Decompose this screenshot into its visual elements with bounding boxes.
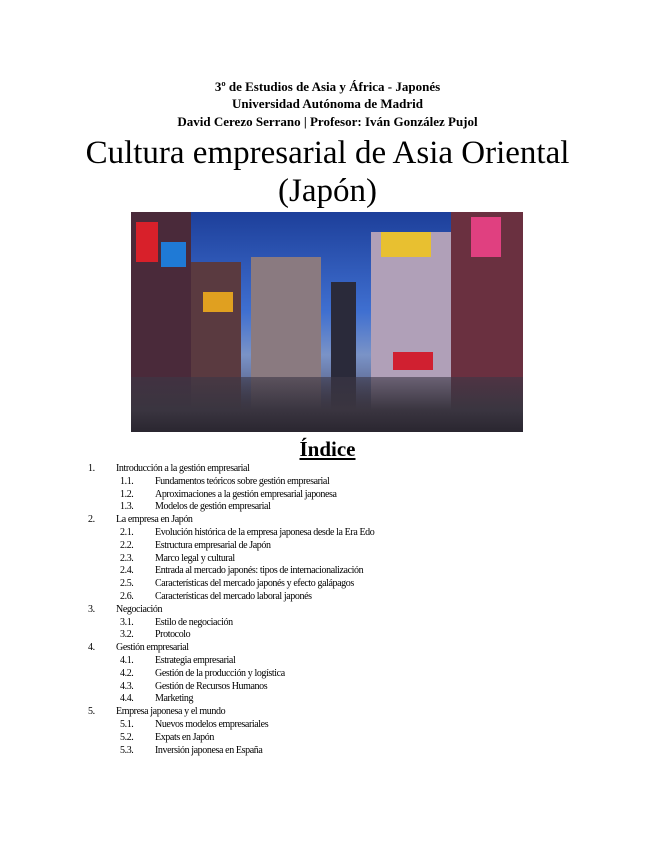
toc-subitem: Gestión de Recursos Humanos (155, 680, 268, 692)
toc-subitem: Nuevos modelos empresariales (155, 719, 269, 730)
toc-subitem: Marketing (155, 693, 194, 705)
toc-number: 3. (88, 603, 95, 615)
toc-subnumber: 4.2. (120, 667, 134, 679)
toc-subitem: Inversión japonesa en España (155, 744, 263, 756)
toc-subnumber: 1.2. (120, 488, 134, 500)
toc-subitem: Fundamentos teóricos sobre gestión empresarial (155, 475, 330, 487)
toc-subitem: Aproximaciones a la gestión empresarial japonesa (155, 488, 337, 500)
toc-subitem: Estructura empresarial de Japón (155, 539, 271, 551)
document-title: Cultura empresarial de Asia Oriental (85, 135, 570, 171)
toc-subitem: Gestión de la producción y logística (155, 667, 285, 679)
toc-subnumber: 2.6. (120, 591, 134, 602)
toc-subnumber: 5.2. (120, 731, 134, 743)
toc-subitem: Modelos de gestión empresarial (155, 501, 271, 513)
toc-subitem: Estrategia empresarial (155, 655, 236, 666)
toc-item: Negociación (116, 603, 163, 615)
toc-subitem: Características del mercado japonés y efecto galápagos (155, 578, 354, 590)
toc-item: Introducción a la gestión empresarial (116, 463, 250, 474)
toc-subnumber: 2.4. (120, 565, 134, 577)
toc-subitem: Entrada al mercado japonés: tipos de internacionalización (155, 565, 364, 577)
toc-subnumber: 1.3. (120, 501, 134, 513)
toc-subnumber: 5.1. (120, 719, 134, 730)
toc-subnumber: 2.3. (120, 552, 134, 564)
toc-subnumber: 2.5. (120, 578, 134, 590)
toc-subnumber: 4.1. (120, 655, 134, 666)
toc-number: 1. (88, 463, 95, 474)
course-line: 3º de Estudios de Asia y África - Japonés (214, 79, 441, 94)
toc-subnumber: 1.1. (120, 475, 134, 487)
document-subtitle: (Japón) (278, 173, 377, 209)
toc-subitem: Protocolo (155, 629, 191, 641)
toc-subitem: Estilo de negociación (155, 616, 233, 628)
toc-subnumber: 2.1. (120, 527, 134, 538)
toc-subnumber: 2.2. (120, 539, 134, 551)
tokyo-street-photo (131, 212, 523, 432)
toc-subnumber: 5.3. (120, 744, 134, 756)
toc-item: Empresa japonesa y el mundo (116, 706, 226, 718)
university-line: Universidad Autónoma de Madrid (231, 96, 424, 111)
toc-number: 2. (88, 514, 95, 526)
toc-subitem: Expats en Japón (155, 731, 214, 743)
toc-item: Gestión empresarial (116, 642, 189, 654)
toc-subnumber: 3.2. (120, 629, 134, 641)
toc-subnumber: 4.4. (120, 693, 134, 705)
toc-subitem: Características del mercado laboral japonés (155, 591, 312, 602)
toc-number: 4. (88, 642, 95, 654)
toc-subitem: Evolución histórica de la empresa japonesa desde la Era Edo (155, 527, 375, 538)
toc-item: La empresa en Japón (116, 514, 193, 526)
author-line: David Cerezo Serrano | Profesor: Iván González Pujol (177, 114, 478, 129)
toc-subitem: Marco legal y cultural (155, 552, 235, 564)
index-heading: Índice (299, 437, 356, 461)
toc-number: 5. (88, 706, 95, 718)
toc-subnumber: 3.1. (120, 616, 134, 628)
toc-subnumber: 4.3. (120, 680, 134, 692)
